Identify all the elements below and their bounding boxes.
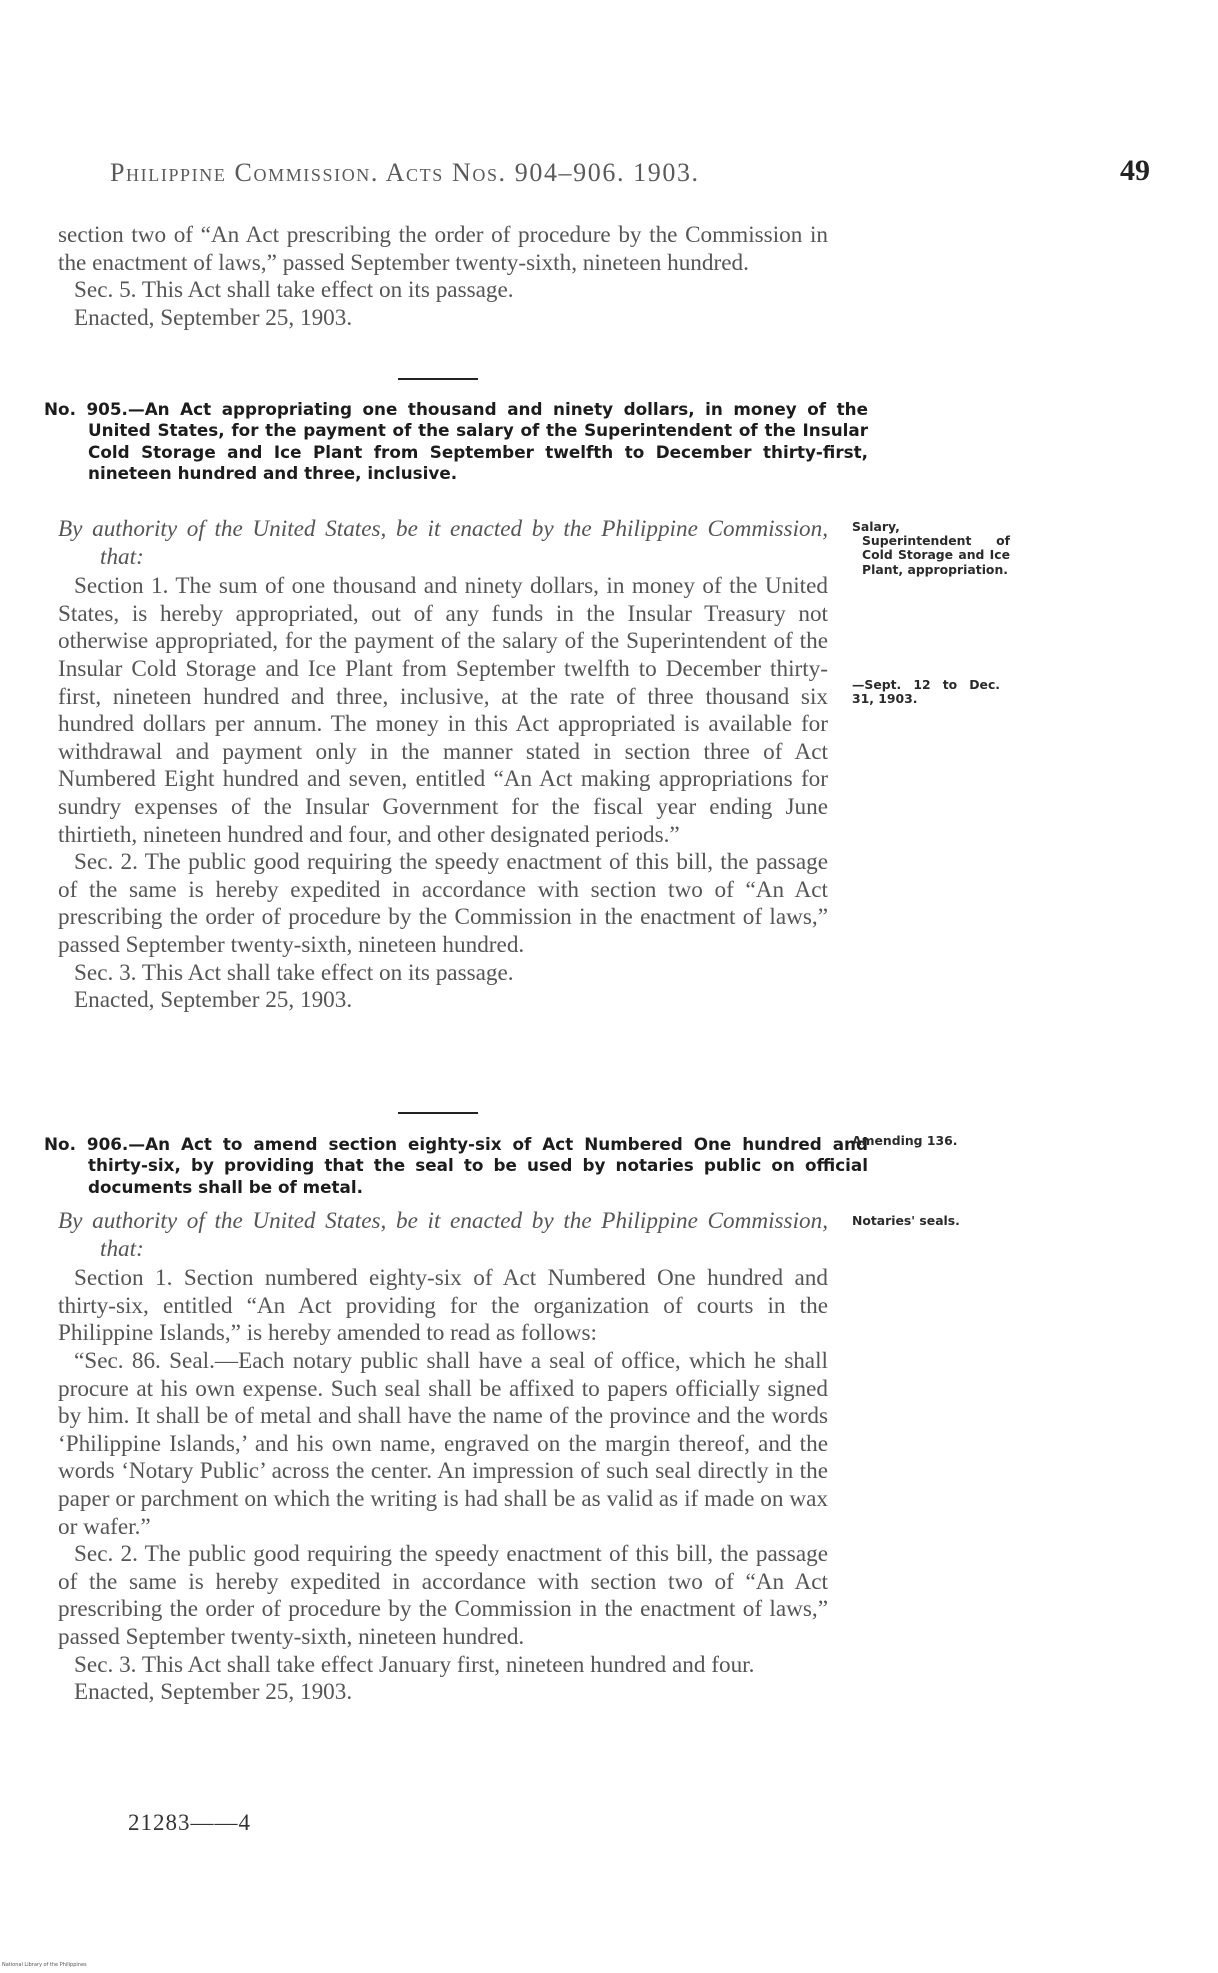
section-divider bbox=[398, 1112, 478, 1114]
act-904-enacted: Enacted, September 25, 1903. bbox=[74, 304, 353, 331]
running-head bbox=[110, 154, 1150, 198]
margin-note-notaries: Notaries' seals. bbox=[852, 1213, 960, 1228]
page-number: 49 bbox=[1120, 154, 1150, 187]
act-904-sec5: Sec. 5. This Act shall take effect on its passage. bbox=[74, 277, 514, 304]
act-906-sec3: Sec. 3. This Act shall take effect January first, nineteen hundred and four. bbox=[74, 1651, 755, 1678]
act-906-sec2: Sec. 2. The public good requiring the speedy enactment of this bill, the passage of the same is hereby expedited in accordance with section two of “An Act prescribing the order of procedure by the Commission in the enactment of laws,” passed September twenty-sixth, nineteen hundred. bbox=[58, 1541, 828, 1650]
scan-stamp: National Library of the Philippines bbox=[2, 1962, 87, 1968]
act-904-paragraph: section two of “An Act prescribing the order of procedure by the Commission in the enactment of laws,” passed September twenty-sixth, nineteen hundred. bbox=[58, 222, 828, 276]
act-905-enacted: Enacted, September 25, 1903. bbox=[74, 987, 353, 1014]
act-905-authority: By authority of the United States, be it enacted by the Philippine Commission, that: bbox=[58, 516, 828, 570]
margin-note-amending: Amending 136. bbox=[852, 1133, 958, 1148]
section-divider bbox=[398, 378, 478, 380]
act-905-body bbox=[58, 516, 828, 1015]
act-905-sec3: Sec. 3. This Act shall take effect on its passage. bbox=[74, 959, 514, 986]
margin-note-salary: Salary, Superintendent of Cold Storage and Ice Plant, appropriation. bbox=[852, 519, 1010, 577]
act-906-enacted: Enacted, September 25, 1903. bbox=[74, 1679, 353, 1706]
running-title: Philippine Commission. Acts Nos. 904–906. 1903. bbox=[110, 158, 700, 187]
margin-note-dates: —Sept. 12 to Dec. 31, 1903. bbox=[852, 677, 1000, 707]
act-905-section1: Section 1. The sum of one thousand and ninety dollars, in money of the United States, is hereby appropriated, out of any funds in the Insular Treasury not otherwise appropriated, for the payment of the salary of the Superintendent of the Insular Cold Storage and Ice Plant from September twelfth to December thirty-first, nineteen hundred and three, inclusive, at the rate of three thousand six hundred dollars per annum. The money in this Act appropriated is available for withdrawal and payment only in the manner stated in section three of Act Numbered Eight hundred and seven, entitled “An Act making appropriations for sundry expenses of the Insular Government for the fiscal year ending June thirtieth, nineteen hundred and four, and other designated periods.” bbox=[58, 573, 828, 848]
act-906-authority: By authority of the United States, be it enacted by the Philippine Commission, that: bbox=[58, 1208, 828, 1262]
act-906-body bbox=[58, 1208, 828, 1707]
act-905-sec2: Sec. 2. The public good requiring the speedy enactment of this bill, the passage of the same is hereby expedited in accordance with section two of “An Act prescribing the order of procedure by the Commission in the enactment of laws,” passed September twenty-sixth, nineteen hundred. bbox=[58, 849, 828, 958]
act-904-tail bbox=[58, 222, 828, 332]
act-906-section1: Section 1. Section numbered eighty-six of Act Numbered One hundred and thirty-six, entitled “An Act providing for the organization of courts in the Philippine Islands,” is hereby amended to read as follows: bbox=[58, 1265, 828, 1347]
act-906-heading: No. 906.—An Act to amend section eighty-six of Act Numbered One hundred and thirty-six, by providing that the seal to be used by notaries public on official documents shall be of metal. bbox=[44, 1134, 868, 1197]
signature-id: 21283——4 bbox=[128, 1810, 251, 1835]
act-906-sec86: “Sec. 86. Seal.—Each notary public shall have a seal of office, which he shall procure at his own expense. Such seal shall be affixed to papers officially signed by him. It shall be of metal and shall have the name of the province and the words ‘Philippine Islands,’ and his own name, engraved on the margin thereof, and the words ‘Notary Public’ across the center. An impression of such seal directly in the paper or parchment on which the writing is had shall be as valid as if made on wax or wafer.” bbox=[58, 1347, 828, 1540]
act-905-heading: No. 905.—An Act appropriating one thousand and ninety dollars, in money of the United States, for the payment of the salary of the Superintendent of the Insular Cold Storage and Ice Plant from September twelfth to December thirty-first, nineteen hundred and three, inclusive. bbox=[44, 399, 868, 484]
